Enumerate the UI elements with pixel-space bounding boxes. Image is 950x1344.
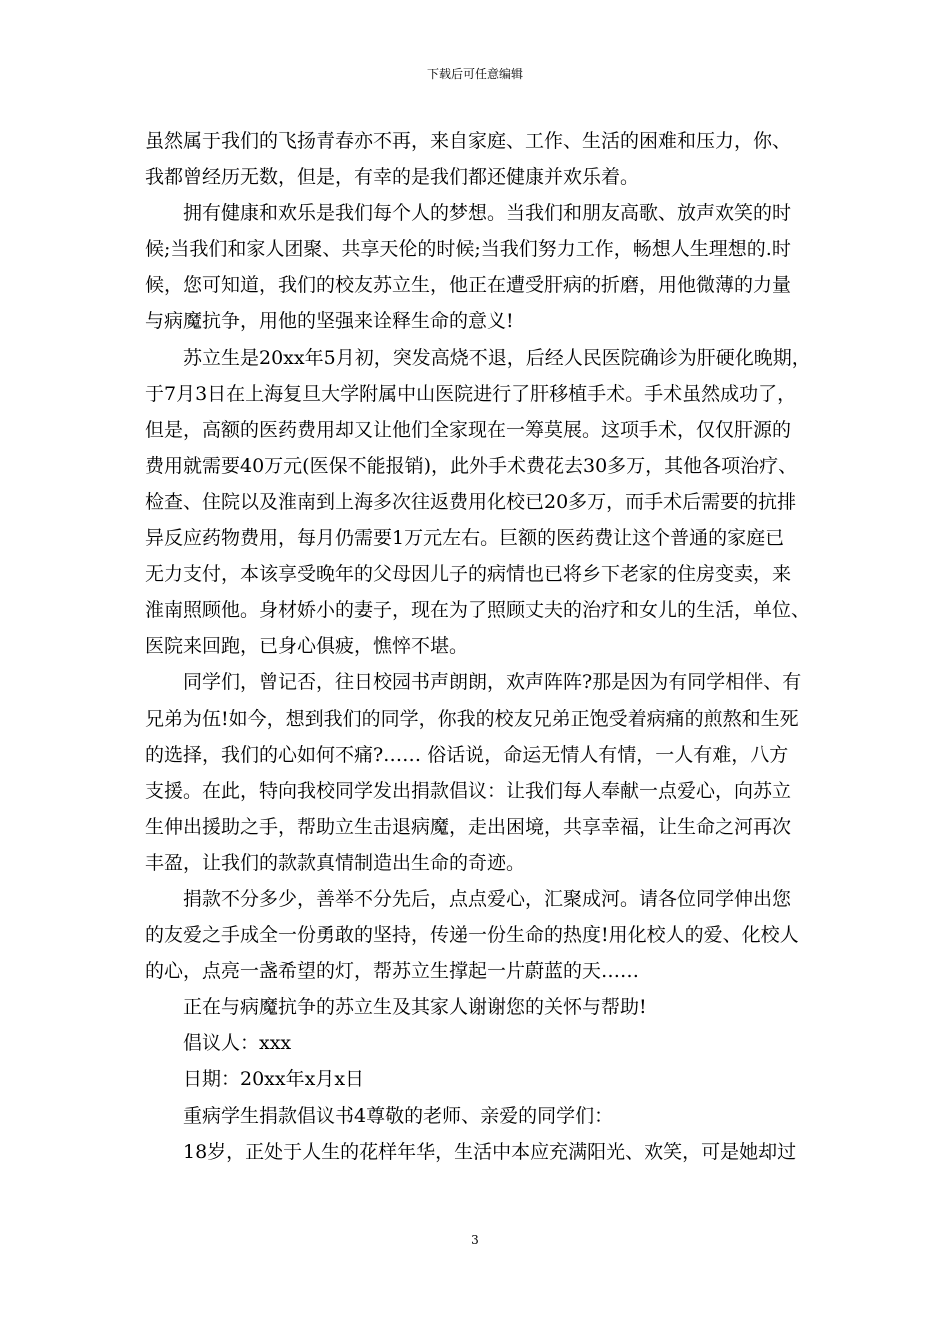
text-line: 拥有健康和欢乐是我们每个人的梦想。当我们和朋友高歌、放声欢笑的时: [183, 202, 792, 225]
text-line: 淮南照顾他。身材娇小的妻子，现在为了照顾丈夫的治疗和女儿的生活，单位、: [145, 599, 811, 622]
text-line: 支援。在此，特向我校同学发出捐款倡议：让我们每人奉献一点爱心，向苏立: [145, 779, 792, 802]
paragraph-1: [145, 123, 810, 195]
text-line: 日期：20xx年x月x日: [183, 1068, 365, 1091]
text-line: 无力支付，本该享受晚年的父母因儿子的病情也已将乡下老家的住房变卖，来: [145, 563, 792, 586]
paragraph-heading-4: [145, 1098, 810, 1134]
text-line: 的友爱之手成全一份勇敢的坚持，传递一份生命的热度!用化校人的爱、化校人: [145, 924, 799, 947]
paragraph-date: [145, 1061, 810, 1097]
text-line: 与病魔抗争，用他的坚强来诠释生命的意义!: [145, 310, 514, 333]
paragraph-5: [145, 881, 810, 989]
page-number: 3: [471, 1233, 479, 1247]
text-line: 费用就需要40万元(医保不能报销)，此外手术费花去30多万，其他各项治疗、: [145, 454, 798, 477]
text-line: 同学们，曾记否，往日校园书声朗朗，欢声阵阵?那是因为有同学相伴、有: [183, 671, 802, 694]
text-line: 生伸出援助之手，帮助立生击退病魔，走出困境，共享幸福，让生命之河再次: [145, 815, 792, 838]
text-line: 的心，点亮一盏希望的灯，帮苏立生撑起一片蔚蓝的天……: [145, 960, 640, 983]
page-header: 下载后可任意编辑: [426, 67, 523, 81]
text-line: 虽然属于我们的飞扬青春亦不再，来自家庭、工作、生活的困难和压力，你、: [145, 130, 792, 152]
text-line: 医院来回跑，已身心俱疲，憔悴不堪。: [145, 635, 469, 658]
paragraph-3: [145, 340, 810, 665]
text-line: 捐款不分多少，善举不分先后，点点爱心，汇聚成河。请各位同学伸出您: [183, 887, 792, 910]
text-line: 但是，高额的医药费用却又让他们全家现在一筹莫展。这项手术，仅仅肝源的: [145, 418, 792, 441]
text-line: 候;当我们和家人团聚、共享天伦的时候;当我们努力工作，畅想人生理想的.时: [145, 238, 791, 261]
document-body: [145, 123, 810, 1170]
paragraph-2: [145, 195, 810, 339]
text-line: 候，您可知道，我们的校友苏立生，他正在遭受肝病的折磨，用他微薄的力量: [145, 274, 792, 297]
text-line: 异反应药物费用，每月仍需要1万元左右。巨额的医药费让这个普通的家庭已: [145, 527, 785, 550]
text-line: 倡议人：xxx: [183, 1032, 292, 1055]
paragraph-last: [145, 1134, 810, 1170]
text-line: 兄弟为伍!如今，想到我们的同学，你我的校友兄弟正饱受着病痛的煎熬和生死: [145, 707, 799, 730]
text-line: 我都曾经历无数，但是，有幸的是我们都还健康并欢乐着。: [145, 166, 640, 189]
text-line: 的选择，我们的心如何不痛?…… 俗话说，命运无情人有情，一人有难，八方: [145, 743, 789, 766]
text-line: 18岁，正处于人生的花样年华，生活中本应充满阳光、欢笑，可是她却过: [183, 1140, 797, 1163]
paragraph-thanks: [145, 989, 810, 1025]
text-line: 检查、住院以及淮南到上海多次往返费用化校已20多万，而手术后需要的抗排: [145, 490, 797, 513]
text-line: 苏立生是20xx年5月初，突发高烧不退，后经人民医院确诊为肝硬化晚期，: [183, 346, 811, 369]
text-line: 正在与病魔抗争的苏立生及其家人谢谢您的关怀与帮助!: [183, 996, 647, 1019]
text-line: 丰盈，让我们的款款真情制造出生命的奇迹。: [145, 851, 526, 874]
text-line: 重病学生捐款倡议书4尊敬的老师、亲爱的同学们：: [183, 1104, 614, 1127]
paragraph-initiator: [145, 1025, 810, 1061]
paragraph-4: [145, 664, 810, 881]
text-line: 于7月3日在上海复旦大学附属中山医院进行了肝移植手术。手术虽然成功了，: [145, 382, 797, 405]
